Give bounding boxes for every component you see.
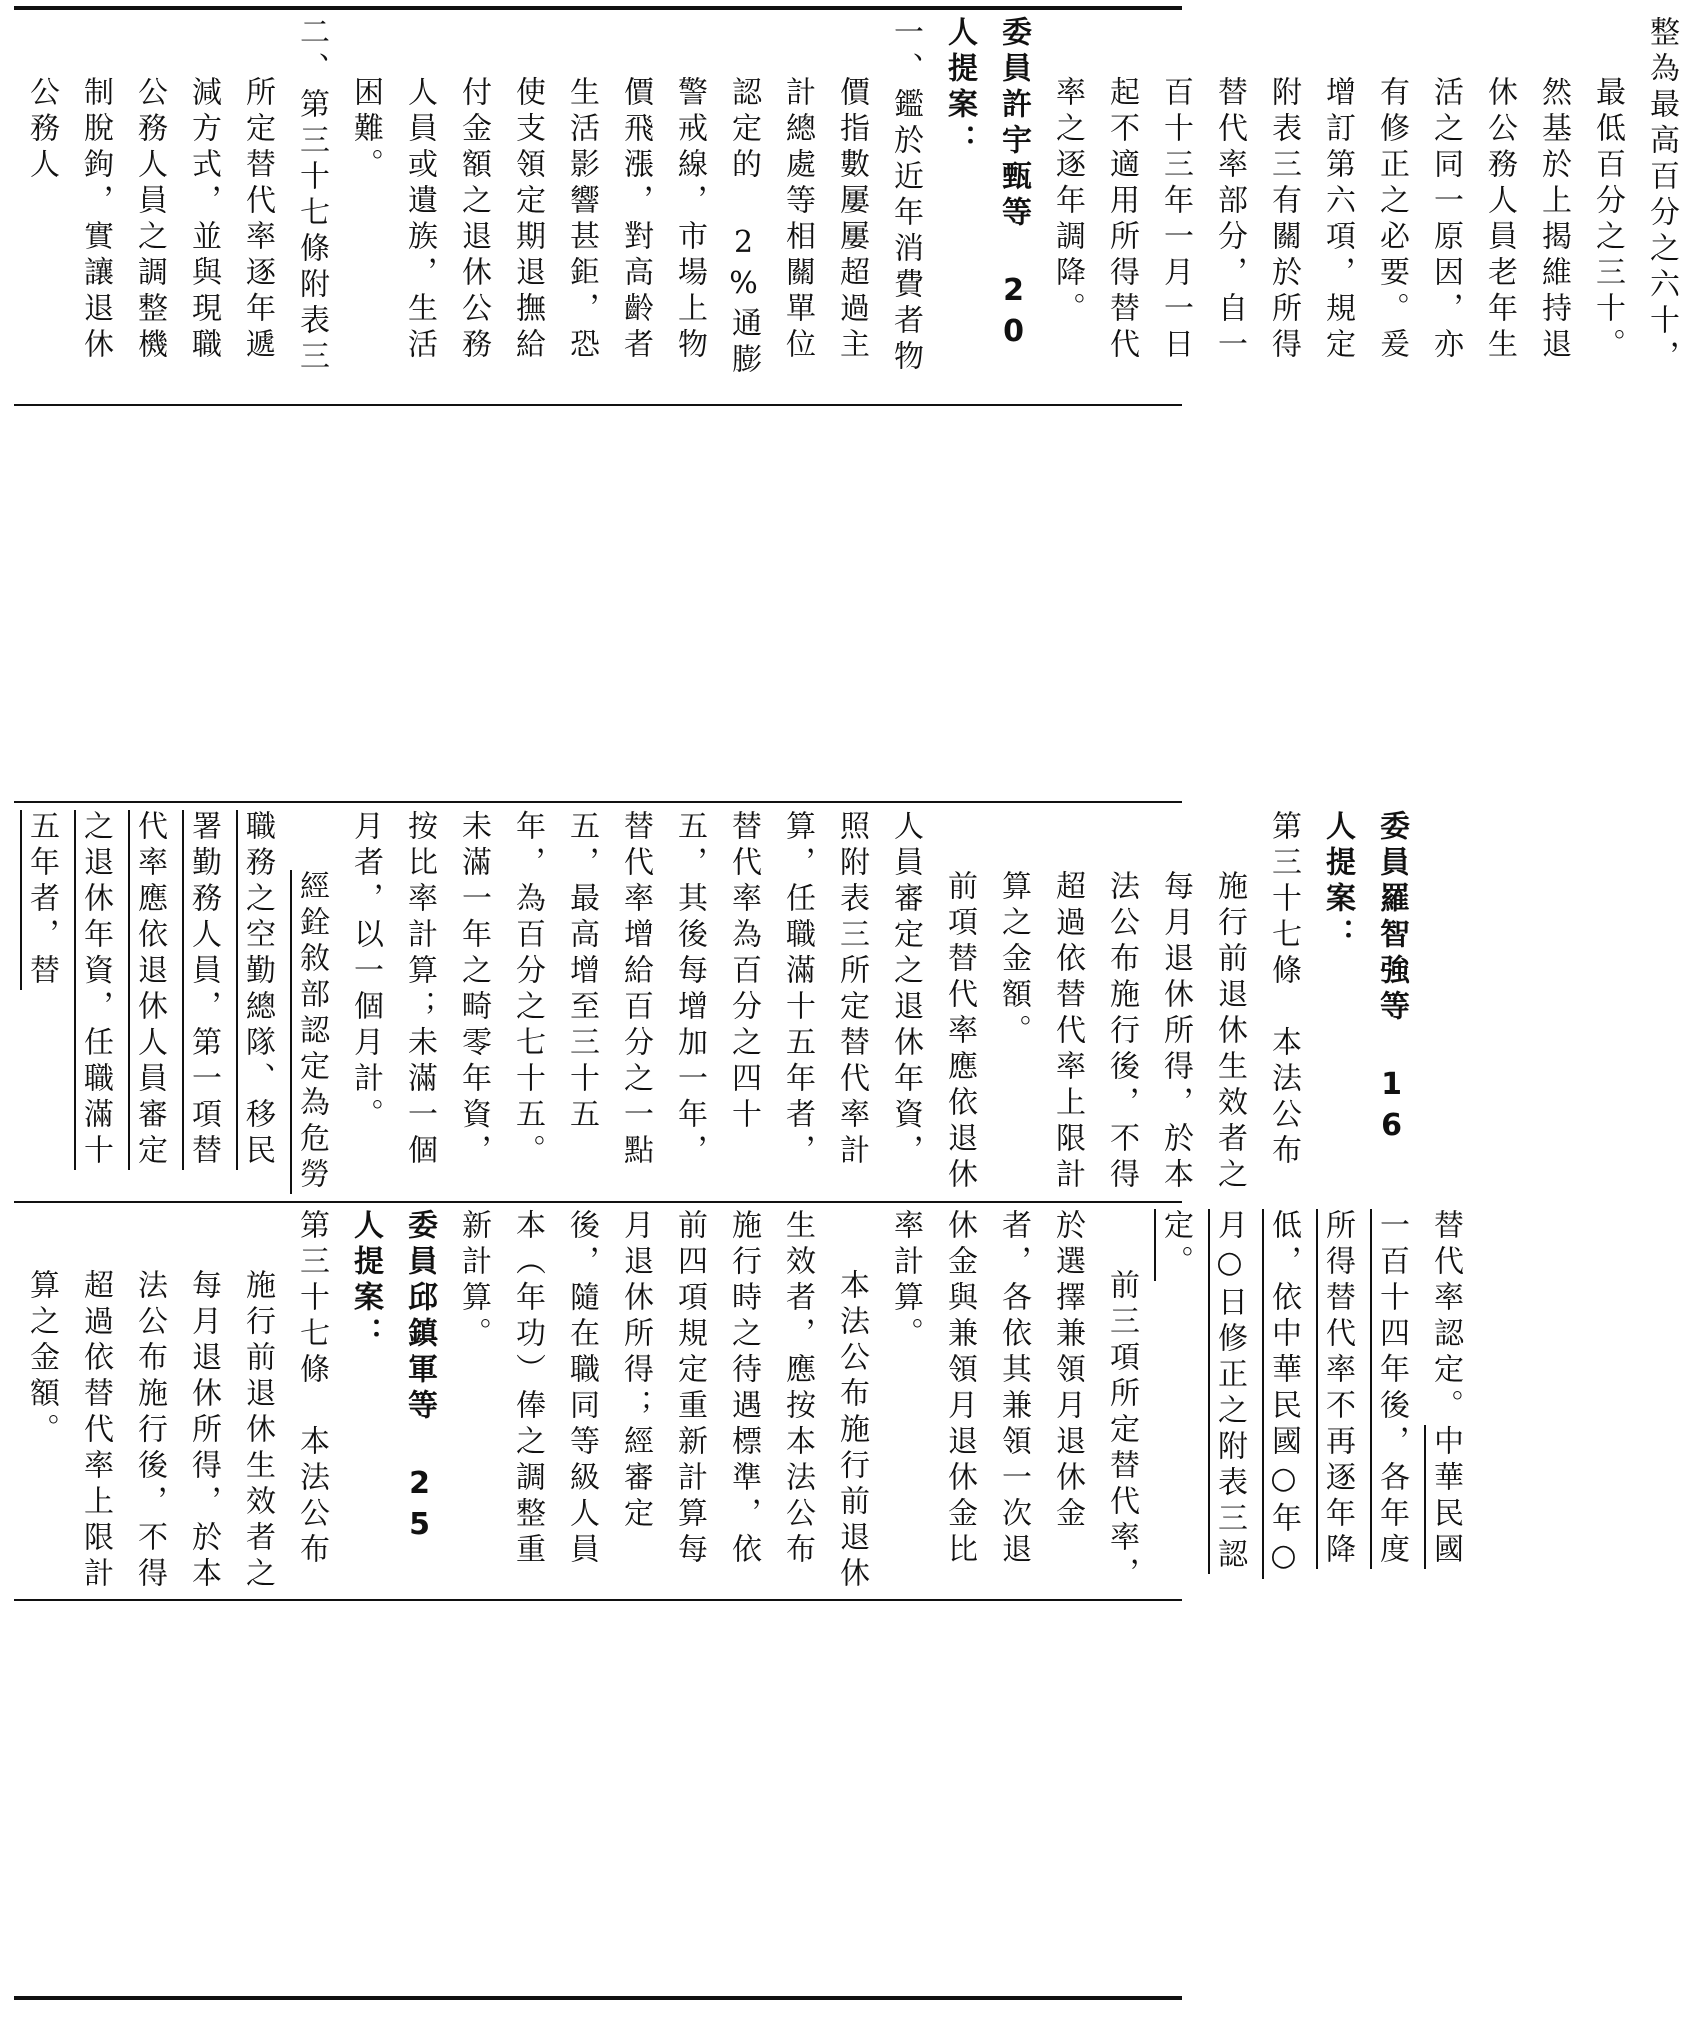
paragraph — [446, 1209, 878, 1593]
text-run: 整為最高百分之六十，最低百分之三十。然基於上揭維持退休公務人員老年生活之同一原因，亦有修正之必要。爰增訂第六項，規定附表三有關於所得替代率部分，自一百十三年一月一日起不適用所得替代率之逐年調降。 — [1050, 16, 1679, 376]
text-run: 一、鑑於近年消費者物價指數屢屢超過主計總處等相關單位認定的 2%通膨警戒線，市場上物價飛漲，對高齡者生活影響甚鉅，恐使支領定期退撫給付金額之退休公務人員或遺族，生活困難。 — [348, 16, 923, 379]
text-run: 本法公布施行前退休生效者，應按本法公布施行時之待遇標準，依前四項規定重新計算每月退休所得；經審定後，隨在職同等級人員本（年功）俸之調整重新計算。 — [456, 1209, 869, 1593]
paragraph — [986, 810, 1310, 1194]
text-run: 委員羅智強等 16 人提案： — [1320, 810, 1409, 1149]
text-run: 二、第三十七條附表三所定替代率逐年遞減方式，並與現職公務人員之調整機制脫鉤，實讓退休公務人 — [24, 16, 329, 376]
divider-rule-4 — [14, 1599, 1182, 1601]
divider-rule-2 — [14, 801, 1182, 803]
bottom-rule — [14, 1996, 1182, 2000]
underlined-text: 經銓敘部認定為危勞職務之空勤總隊、移民署勤務人員，第一項替代率應依退休人員審定之退休年資，任職滿十五年者，替 — [24, 810, 329, 1194]
section-bottom — [14, 1209, 1463, 1593]
paragraph — [1148, 1209, 1472, 1593]
paragraph — [1040, 16, 1688, 398]
proposal-heading — [1310, 810, 1418, 1194]
paragraph — [14, 810, 338, 1194]
text-run: 第三十七條 本法公布施行前退休生效者之每月退休所得，於本法公布施行後，不得超過依替代率上限計算之金額。 — [996, 810, 1301, 1194]
section-middle — [14, 810, 1409, 1194]
proposal-heading — [338, 1209, 446, 1593]
divider-rule-3 — [14, 1201, 1182, 1203]
paragraph — [14, 1209, 338, 1593]
divider-rule-1 — [14, 404, 1182, 406]
text-column — [14, 16, 1688, 398]
underlined-text: 中華民國一百十四年後，各年度所得替代率不再逐年降低，依中華民國○年○月○日修正之附表三認定。 — [1158, 1209, 1463, 1579]
text-run: 委員許宇甄等 20 人提案： — [942, 16, 1031, 355]
text-run: 前三項所定替代率，於選擇兼領月退休金者，各依其兼領一次退休金與兼領月退休金比率計算。 — [888, 1209, 1139, 1593]
proposal-heading — [932, 16, 1040, 398]
paragraph — [338, 810, 986, 1194]
text-column — [14, 1209, 1472, 1593]
text-run: 替代率認定。 — [1428, 1209, 1463, 1425]
section-top-right — [14, 16, 1679, 398]
paragraph — [878, 1209, 1148, 1593]
text-run: 第三十七條 本法公布施行前退休生效者之每月退休所得，於本法公布施行後，不得超過依替代率上限計算之金額。 — [24, 1209, 329, 1593]
text-run: 前項替代率應依退休人員審定之退休年資，照附表三所定替代率計算，任職滿十五年者，替代率為百分之四十五，其後每增加一年，替代率增給百分之一點五，最高增至三十五年，為百分之七十五。未滿一年之畸零年資，按比率計算；未滿一個月者，以一個月計。 — [348, 810, 977, 1194]
paragraph — [14, 16, 338, 398]
top-rule — [14, 6, 1182, 10]
paragraph — [338, 16, 932, 398]
text-run: 委員邱鎮軍等 25 人提案： — [348, 1209, 437, 1548]
text-column — [14, 810, 1418, 1194]
